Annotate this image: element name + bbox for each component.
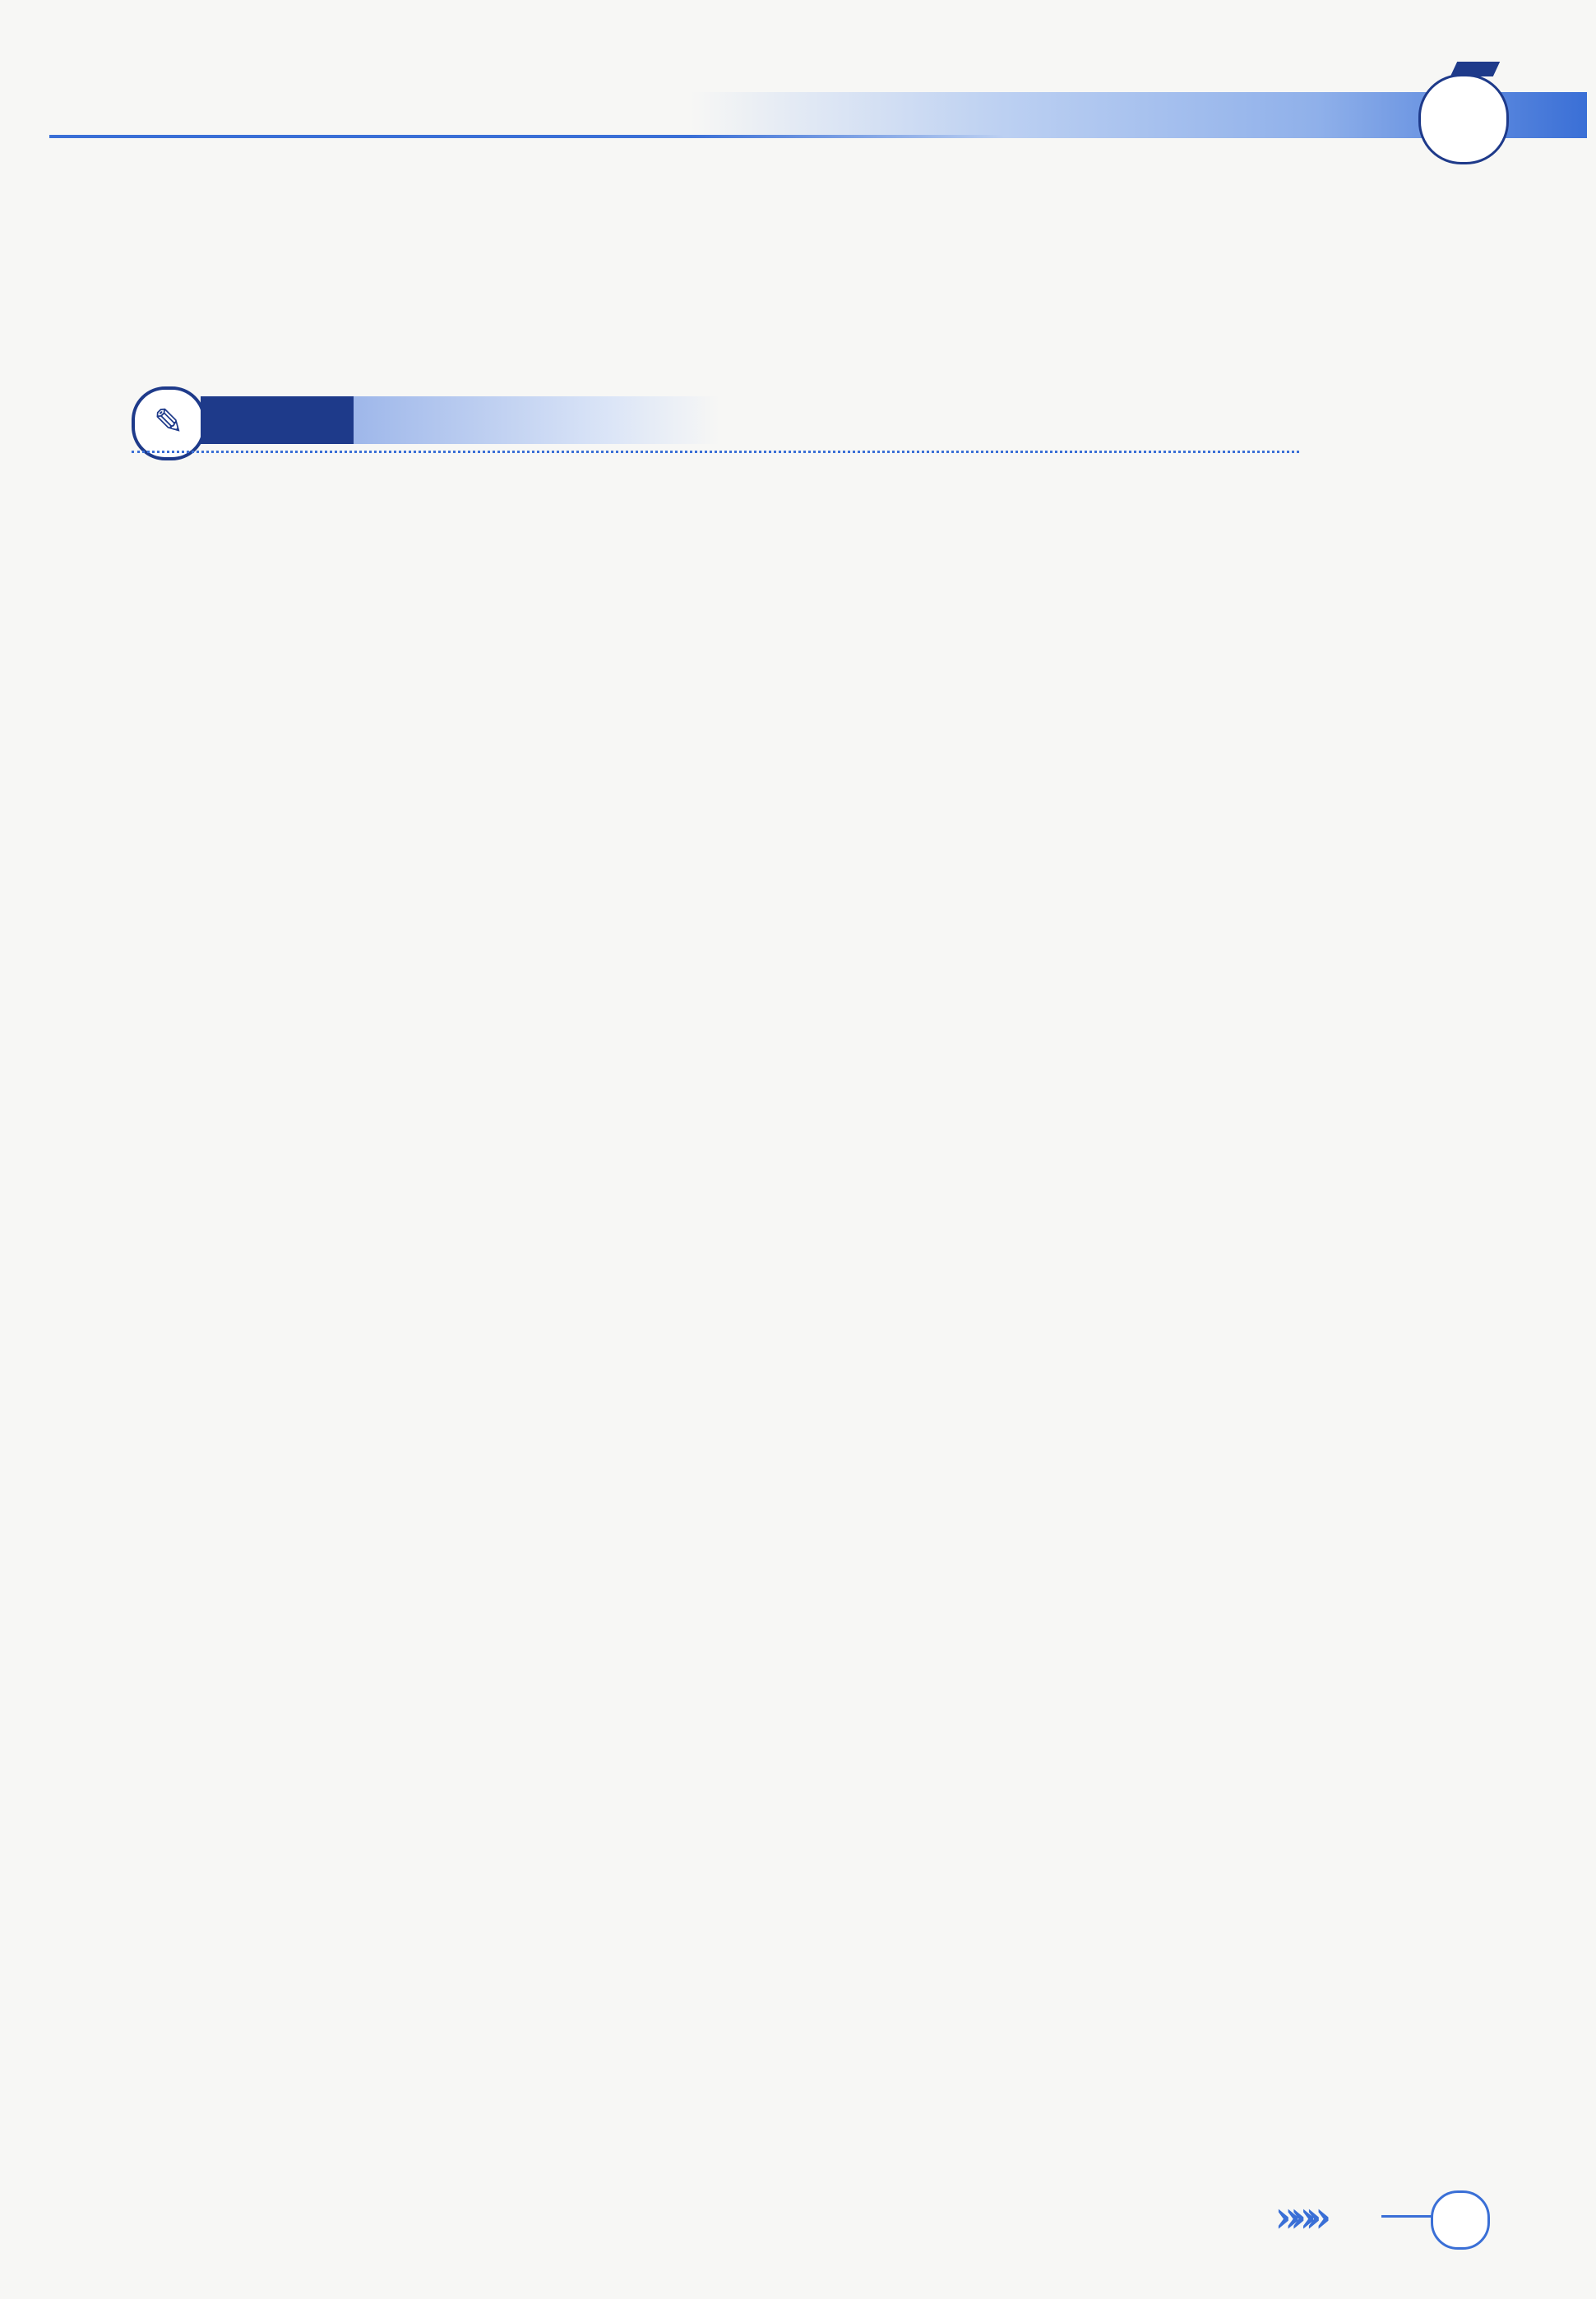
lesson-title — [497, 238, 626, 291]
graduation-cap-icon — [1450, 62, 1500, 76]
header-bar — [49, 92, 1587, 140]
level-badge — [1418, 74, 1509, 164]
correction-area — [0, 1242, 1596, 1529]
section-banner — [132, 386, 1299, 452]
pencil-note-icon: ✎ — [132, 386, 206, 460]
arrows-icon: »»» — [1274, 2192, 1321, 2242]
page-footer — [1274, 2187, 1480, 2245]
vertical-division-area — [0, 1603, 1596, 2195]
page-number — [1431, 2190, 1490, 2250]
